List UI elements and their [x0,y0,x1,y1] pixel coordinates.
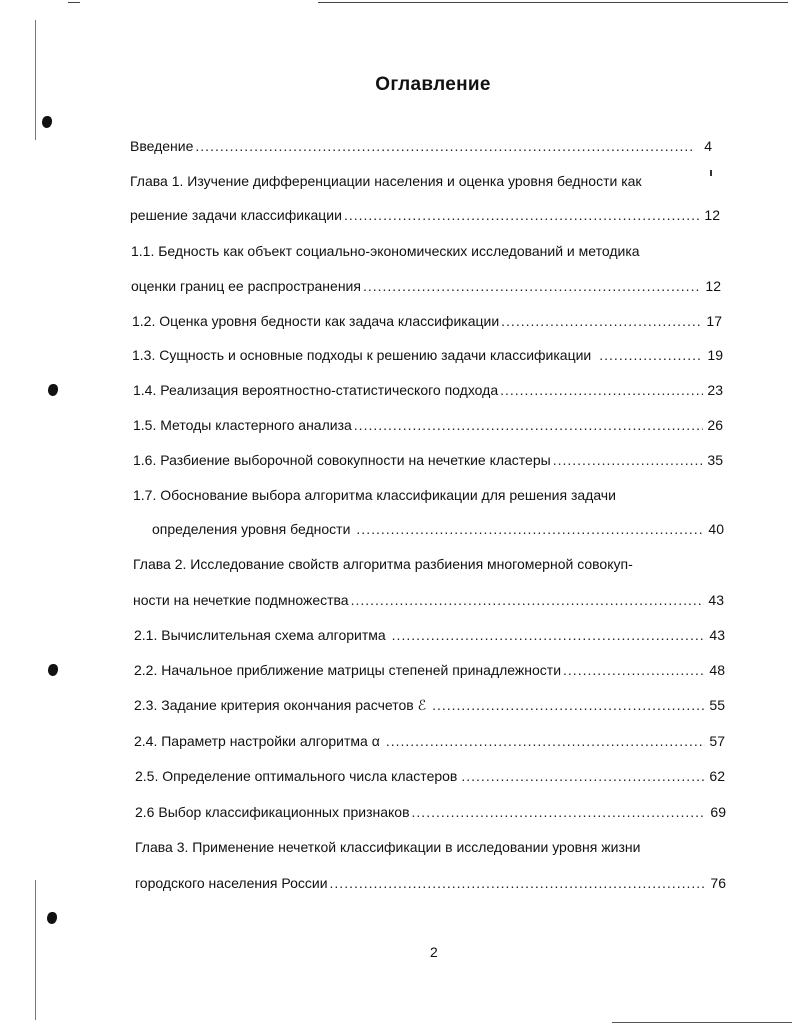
toc-leader-dots [351,591,704,609]
toc-leader-dots [354,416,703,434]
toc-entry-page: 12 [705,278,721,294]
toc-entry-page: 76 [710,875,726,891]
toc-entry[interactable] [133,555,724,573]
toc-entry-text: оценки границ ее распространения [131,278,361,294]
toc-entry-text: 2.1. Вычислительная схема алгоритма [134,627,386,643]
toc-entry[interactable] [132,346,723,364]
toc-entry[interactable] [133,591,724,609]
toc-entry-text: 1.2. Оценка уровня бедности как задача классификации [132,313,500,329]
toc-entry-page: 57 [709,733,725,749]
toc-leader-dots [392,626,705,644]
toc-entry[interactable] [135,838,726,856]
toc-entry-page: 43 [708,592,724,608]
toc-entry[interactable] [135,767,725,785]
toc-entry-page: 48 [709,662,725,678]
toc-entry[interactable] [134,661,725,679]
toc-entry-text: 2.6 Выбор классификационных признаков [135,804,410,820]
punch-hole-mark [48,664,58,676]
toc-leader-dots [330,874,706,892]
punch-hole-mark [47,912,57,924]
toc-entry[interactable] [135,803,726,821]
toc-entry-page: 17 [706,313,722,329]
toc-entry-page: 40 [708,521,724,537]
toc-entry[interactable] [130,172,720,190]
toc-entry[interactable] [131,242,721,260]
toc-entry-text: Глава 1. Изучение дифференциации населения и оценка уровня бедности как [130,173,642,189]
toc-entry[interactable] [134,626,725,644]
toc-entry-page: 43 [709,627,725,643]
toc-entry[interactable] [133,486,723,504]
toc-entry-text: определения уровня бедности [152,521,351,537]
page-title: Оглавление [375,74,491,95]
toc-entry-page: 19 [707,347,723,363]
scan-top-rule [318,2,788,3]
toc-entry-text: 2.2. Начальное приближение матрицы степеней принадлежности [134,662,562,678]
toc-leader-dots [432,696,705,714]
toc-entry-page: 23 [707,382,723,398]
toc-entry-page: 12 [704,207,720,223]
toc-entry-text: 1.4. Реализация вероятностно-статистического подхода [133,382,499,398]
toc-entry-text: 1.6. Разбиение выборочной совокупности на нечеткие кластеры [133,452,551,468]
toc-leader-dots [412,803,706,821]
toc-entry[interactable] [132,312,722,330]
toc-entry-text: 2.5. Определение оптимального числа кластеров [135,768,458,784]
toc-entry[interactable] [133,381,723,399]
toc-leader-dots [195,137,692,155]
toc-leader-dots [386,732,705,750]
toc-leader-dots [363,277,701,295]
toc-entry[interactable] [134,732,725,750]
punch-hole-mark [42,116,52,128]
toc-entry[interactable] [134,696,725,714]
scan-top-mark [68,2,80,3]
toc-entry-page: 35 [707,452,723,468]
toc-leader-dots [553,451,703,469]
toc-entry-text: 1.3. Сущность и основные подходы к решению задачи классификации [132,347,592,363]
toc-leader-dots [599,346,703,364]
scan-bottom-rule [612,1022,792,1023]
scan-left-edge-lower [35,880,36,1020]
toc-entry[interactable] [133,451,723,469]
toc-leader-dots [563,661,705,679]
toc-leader-dots [500,381,703,399]
page-number: 2 [430,944,438,960]
toc-entry-text: 1.1. Бедность как объект социально-экономических исследований и методика [131,243,640,259]
punch-hole-mark [48,384,58,396]
toc-leader-dots [344,206,700,224]
toc-entry-page: 69 [710,804,726,820]
toc-entry-page: 26 [707,417,723,433]
toc-entry-page: 62 [709,768,725,784]
toc-entry-text: Введение [130,138,194,154]
toc-entry-text: ности на нечеткие подмножества [133,592,349,608]
toc-entry[interactable] [135,874,726,892]
toc-entry-text: Глава 2. Исследование свойств алгоритма разбиения многомерной совокуп- [133,556,633,572]
toc-entry[interactable] [130,206,720,224]
toc-entry[interactable] [130,137,712,155]
toc-entry-text: решение задачи классификации [130,207,342,223]
toc-entry-text: 2.3. Задание критерия окончания расчетов ℰ [134,697,427,713]
toc-entry-text: городского населения России [135,875,328,891]
toc-entry-text: 2.4. Параметр настройки алгоритма α [134,733,380,749]
toc-entry-text: 1.5. Методы кластерного анализа [133,417,352,433]
toc-entry-page: 55 [709,697,725,713]
toc-entry[interactable] [133,416,723,434]
toc-entry[interactable] [131,277,721,295]
toc-leader-dots [461,767,705,785]
toc-leader-dots [356,520,704,538]
toc-entry-text: Глава 3. Применение нечеткой классификации в исследовании уровня жизни [135,839,641,855]
toc-entry-page: 4 [704,138,712,154]
toc-leader-dots [501,312,702,330]
toc-entry-text: 1.7. Обоснование выбора алгоритма классификации для решения задачи [133,487,616,503]
toc-entry[interactable] [152,520,724,538]
